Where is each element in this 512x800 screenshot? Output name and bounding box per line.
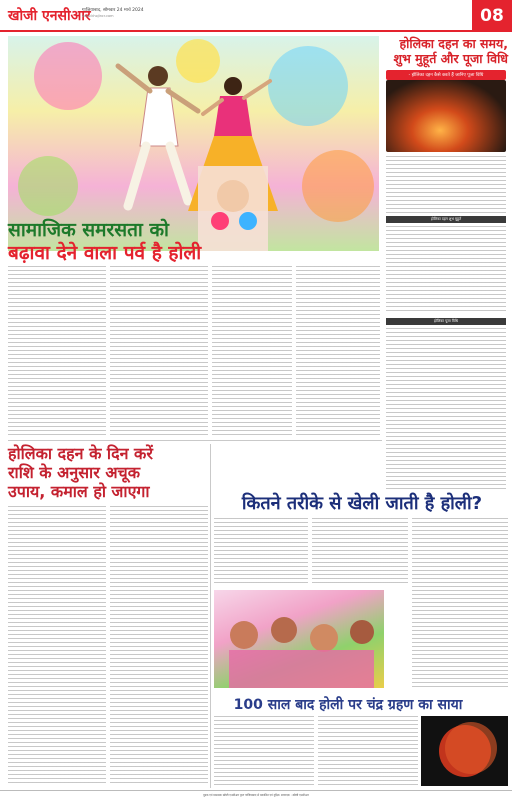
body-text-column [110, 266, 208, 436]
story-3-text [412, 518, 508, 690]
sidebar-subtitle: - होलिका दहन कैसे करते हैं जानिए पूजा विधि [386, 70, 506, 80]
story-4-text [214, 716, 314, 788]
sidebar-badge-muhurat: होलिका दहन शुभ मुहूर्त [386, 216, 506, 223]
holi-crowd-illustration [214, 590, 384, 688]
moon-icon [421, 716, 508, 786]
lunar-eclipse-photo [421, 716, 508, 786]
sidebar-badge-puja-vidhi: होलिका पूजा विधि [386, 318, 506, 325]
sidebar-text [386, 156, 506, 214]
story-2-headline-line-3: उपाय, कमाल हो जाएगा [8, 482, 150, 501]
column-divider [210, 444, 211, 788]
story-4-headline: 100 साल बाद होली पर चंद्र ग्रहण का साया [233, 697, 463, 713]
masthead [0, 0, 512, 32]
holika-bonfire-photo [386, 80, 506, 152]
body-text-column [212, 266, 292, 436]
hero-headline [8, 219, 308, 265]
story-2-text [110, 506, 208, 786]
hero-headline-line-1: सामाजिक समरसता को [8, 219, 169, 241]
body-text-column [8, 266, 106, 436]
sidebar-title-line-1: होलिका दहन का समय, [399, 36, 508, 51]
story-3-text [312, 518, 408, 586]
story-2-headline-line-1: होलिका दहन के दिन करें [8, 444, 153, 463]
story-3-headline: कितने तरीके से खेली जाती है होली? [241, 493, 483, 514]
hero-headline-line-2: बढ़ावा देने वाला पर्व है होली [8, 242, 202, 264]
sidebar-text [386, 226, 506, 314]
story-2-headline-line-2: राशि के अनुसार अचूक [8, 463, 140, 482]
website: www.khojincr.com [82, 14, 114, 18]
section-divider [8, 440, 382, 441]
footer: मुद्रक एवं प्रकाशक खोजी एनसीआर द्वारा गाजियाबाद से प्रकाशित एवं मुद्रित। सम्पादक : खोजी एनसीआर [0, 790, 512, 800]
holi-crowd-photo [214, 590, 384, 688]
story-2-text [8, 506, 106, 786]
story-4-text [318, 716, 418, 788]
paper-name: खोजी एनसीआर [8, 8, 91, 24]
story-3-text [214, 518, 308, 586]
page-number: 08 [472, 0, 512, 32]
body-text-column [296, 266, 380, 436]
sidebar-text [386, 328, 506, 490]
dateline: गाजियाबाद, सोमवार 24 मार्च 2024 [82, 8, 144, 13]
sidebar-title-line-2: शुभ मुहूर्त और पूजा विधि [393, 51, 508, 66]
